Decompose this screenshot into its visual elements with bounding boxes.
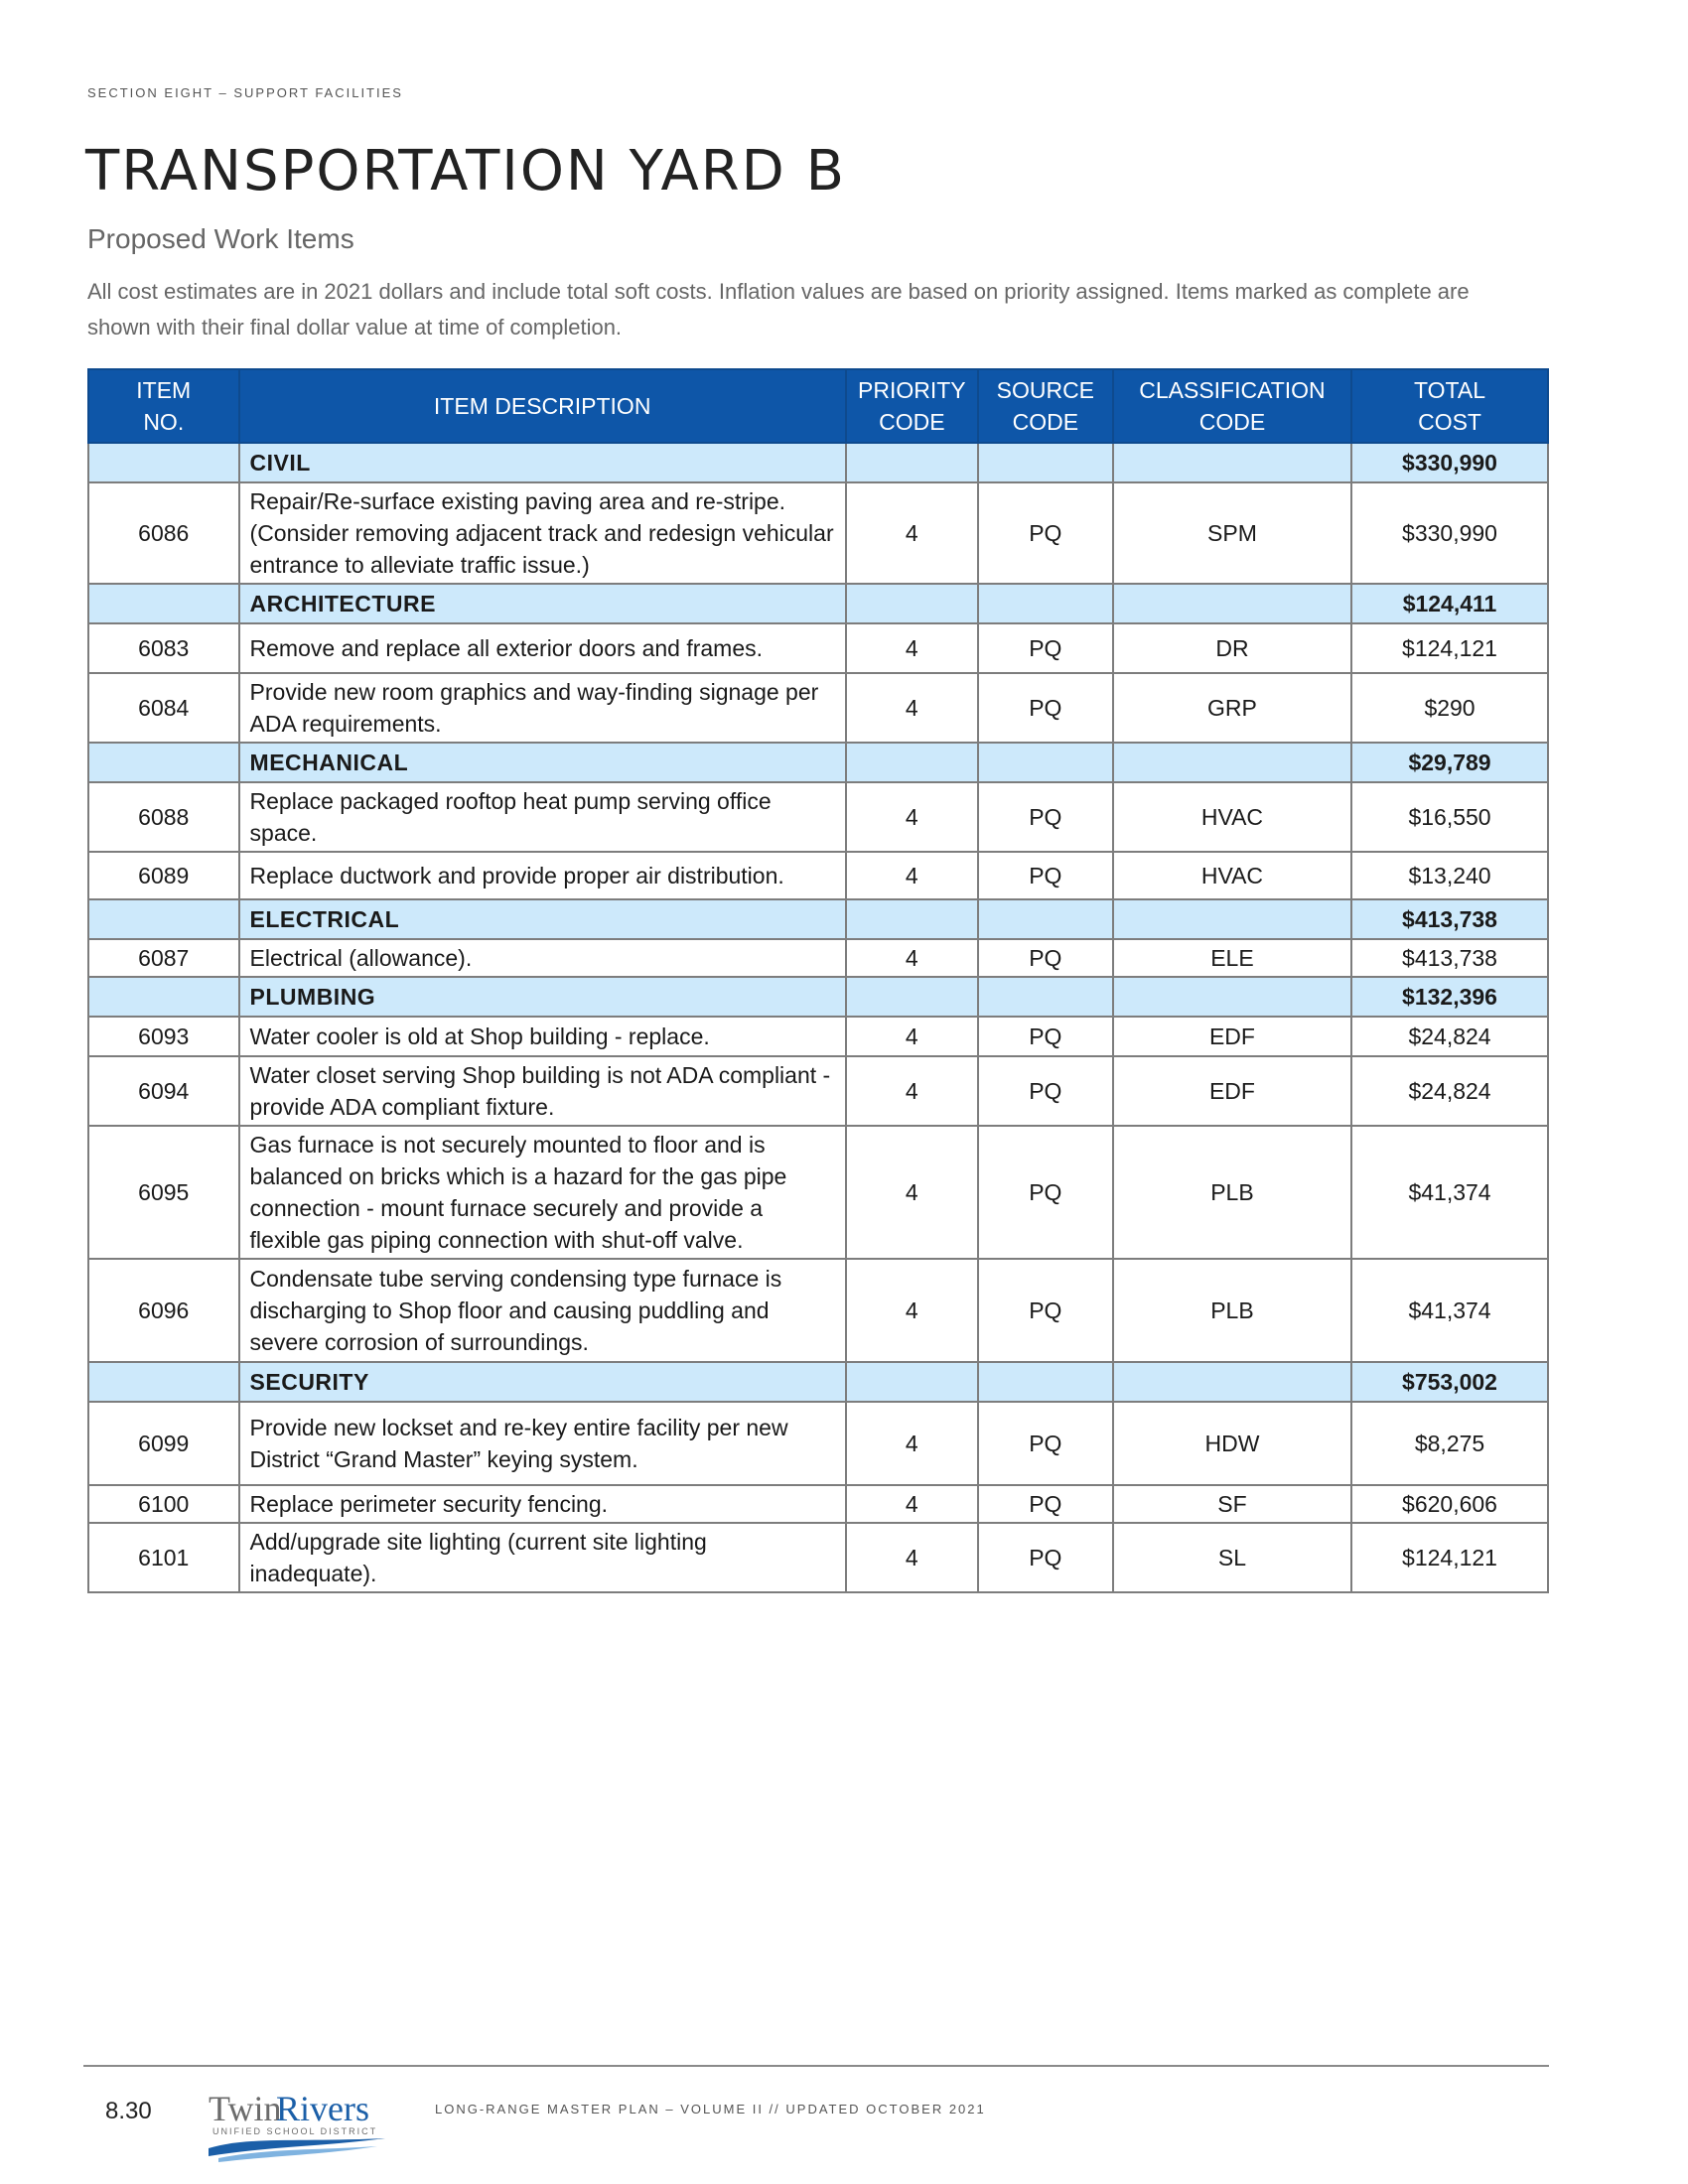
priority-code: 4 — [846, 1523, 978, 1592]
item-description: Provide new lockset and re-key entire facility per new District “Grand Master” keying system. — [239, 1402, 846, 1485]
priority-code: 4 — [846, 1017, 978, 1056]
item-number: 6099 — [88, 1402, 239, 1485]
total-cost: $24,824 — [1351, 1056, 1548, 1126]
item-description: Gas furnace is not securely mounted to floor and is balanced on bricks which is a hazard for the gas pipe connection - mount furnace securely and provide a flexible gas piping connection with shut-off valve. — [239, 1126, 846, 1259]
table-row — [88, 623, 1548, 673]
item-description: Add/upgrade site lighting (current site lighting inadequate). — [239, 1523, 846, 1592]
total-cost: $41,374 — [1351, 1126, 1548, 1259]
table-row — [88, 852, 1548, 899]
table-row — [88, 939, 1548, 977]
classification-code: SL — [1113, 1523, 1351, 1592]
priority-code: 4 — [846, 852, 978, 899]
header-priority-line1: PRIORITY — [858, 377, 966, 403]
item-description: Replace ductwork and provide proper air distribution. — [239, 852, 846, 899]
header-source-line2: CODE — [1012, 409, 1079, 435]
item-number: 6083 — [88, 623, 239, 673]
item-number: 6089 — [88, 852, 239, 899]
item-number: 6096 — [88, 1259, 239, 1362]
source-code: PQ — [978, 673, 1113, 743]
source-code: PQ — [978, 939, 1113, 977]
twin-rivers-logo — [209, 2085, 387, 2164]
header-item-description: ITEM DESCRIPTION — [239, 369, 846, 443]
table-row — [88, 1259, 1548, 1362]
header-source-code — [978, 369, 1113, 443]
table-header-row — [88, 369, 1548, 443]
classification-code: HVAC — [1113, 782, 1351, 852]
source-code: PQ — [978, 482, 1113, 584]
priority-code: 4 — [846, 1402, 978, 1485]
classification-code: SPM — [1113, 482, 1351, 584]
classification-code: GRP — [1113, 673, 1351, 743]
header-item-no-line2: NO. — [143, 409, 185, 435]
category-total: $753,002 — [1351, 1362, 1548, 1402]
header-priority-line2: CODE — [879, 409, 945, 435]
total-cost: $41,374 — [1351, 1259, 1548, 1362]
classification-code: HDW — [1113, 1402, 1351, 1485]
total-cost: $124,121 — [1351, 1523, 1548, 1592]
item-number: 6095 — [88, 1126, 239, 1259]
category-name: ELECTRICAL — [239, 899, 846, 939]
category-row-electrical — [88, 899, 1548, 939]
item-number: 6088 — [88, 782, 239, 852]
priority-code: 4 — [846, 1126, 978, 1259]
item-description: Electrical (allowance). — [239, 939, 846, 977]
classification-code: SF — [1113, 1485, 1351, 1523]
category-row-plumbing — [88, 977, 1548, 1017]
total-cost: $13,240 — [1351, 852, 1548, 899]
table-row — [88, 1402, 1548, 1485]
header-total-line1: TOTAL — [1414, 377, 1486, 403]
total-cost: $124,121 — [1351, 623, 1548, 673]
header-classification-line2: CODE — [1198, 409, 1266, 435]
table-row — [88, 1017, 1548, 1056]
category-total: $413,738 — [1351, 899, 1548, 939]
priority-code: 4 — [846, 782, 978, 852]
header-item-no — [88, 369, 239, 443]
category-name: PLUMBING — [239, 977, 846, 1017]
total-cost: $413,738 — [1351, 939, 1548, 977]
section-label: SECTION EIGHT – SUPPORT FACILITIES — [87, 85, 403, 100]
item-description: Remove and replace all exterior doors and frames. — [239, 623, 846, 673]
category-total: $124,411 — [1351, 584, 1548, 623]
priority-code: 4 — [846, 1485, 978, 1523]
total-cost: $16,550 — [1351, 782, 1548, 852]
source-code: PQ — [978, 782, 1113, 852]
header-priority-code — [846, 369, 978, 443]
classification-code: EDF — [1113, 1056, 1351, 1126]
item-description: Provide new room graphics and way-finding signage per ADA requirements. — [239, 673, 846, 743]
total-cost: $8,275 — [1351, 1402, 1548, 1485]
classification-code: ELE — [1113, 939, 1351, 977]
header-classification-line1: CLASSIFICATION — [1139, 377, 1326, 403]
work-items-table — [87, 368, 1549, 1593]
item-description: Condensate tube serving condensing type furnace is discharging to Shop floor and causing puddling and severe corrosion of surroundings. — [239, 1259, 846, 1362]
total-cost: $330,990 — [1351, 482, 1548, 584]
source-code: PQ — [978, 852, 1113, 899]
source-code: PQ — [978, 1259, 1113, 1362]
total-cost: $290 — [1351, 673, 1548, 743]
total-cost: $620,606 — [1351, 1485, 1548, 1523]
logo-text-twin: Twin — [209, 2089, 282, 2128]
category-total: $330,990 — [1351, 443, 1548, 482]
footer-text: LONG-RANGE MASTER PLAN – VOLUME II // UPDATED OCTOBER 2021 — [435, 2102, 986, 2116]
item-description: Repair/Re-surface existing paving area and re-stripe. (Consider removing adjacent track and redesign vehicular entrance to alleviate traffic issue.) — [239, 482, 846, 584]
table-row — [88, 1523, 1548, 1592]
page-number: 8.30 — [105, 2098, 152, 2124]
page-title: TRANSPORTATION YARD B — [85, 139, 847, 204]
priority-code: 4 — [846, 1056, 978, 1126]
classification-code: PLB — [1113, 1126, 1351, 1259]
intro-paragraph: All cost estimates are in 2021 dollars and include total soft costs. Inflation values are based on priority assigned. Items marked as complete are shown with their final dollar value at time of completion. — [87, 279, 1470, 340]
item-number: 6093 — [88, 1017, 239, 1056]
item-number: 6100 — [88, 1485, 239, 1523]
item-description: Water cooler is old at Shop building - replace. — [239, 1017, 846, 1056]
item-number: 6086 — [88, 482, 239, 584]
header-source-line1: SOURCE — [996, 377, 1095, 403]
table-row — [88, 1056, 1548, 1126]
category-row-security — [88, 1362, 1548, 1402]
item-number: 6101 — [88, 1523, 239, 1592]
item-number: 6094 — [88, 1056, 239, 1126]
priority-code: 4 — [846, 482, 978, 584]
header-total-line2: COST — [1418, 409, 1481, 435]
table-row — [88, 482, 1548, 584]
source-code: PQ — [978, 1017, 1113, 1056]
category-total: $29,789 — [1351, 743, 1548, 782]
table-row — [88, 782, 1548, 852]
priority-code: 4 — [846, 623, 978, 673]
source-code: PQ — [978, 1126, 1113, 1259]
category-name: CIVIL — [239, 443, 846, 482]
category-row-mechanical — [88, 743, 1548, 782]
classification-code: EDF — [1113, 1017, 1351, 1056]
page-subtitle: Proposed Work Items — [87, 223, 354, 254]
category-row-civil — [88, 443, 1548, 482]
table-row — [88, 673, 1548, 743]
table-row — [88, 1126, 1548, 1259]
category-name: MECHANICAL — [239, 743, 846, 782]
source-code: PQ — [978, 1402, 1113, 1485]
classification-code: PLB — [1113, 1259, 1351, 1362]
item-description: Water closet serving Shop building is not ADA compliant - provide ADA compliant fixture. — [239, 1056, 846, 1126]
logo-subtext: UNIFIED SCHOOL DISTRICT — [212, 2126, 378, 2136]
category-total: $132,396 — [1351, 977, 1548, 1017]
item-number: 6084 — [88, 673, 239, 743]
priority-code: 4 — [846, 673, 978, 743]
table-row — [88, 1485, 1548, 1523]
source-code: PQ — [978, 623, 1113, 673]
category-row-architecture — [88, 584, 1548, 623]
category-name: ARCHITECTURE — [239, 584, 846, 623]
total-cost: $24,824 — [1351, 1017, 1548, 1056]
priority-code: 4 — [846, 1259, 978, 1362]
header-total-cost — [1351, 369, 1548, 443]
source-code: PQ — [978, 1523, 1113, 1592]
item-description: Replace packaged rooftop heat pump serving office space. — [239, 782, 846, 852]
header-classification-code — [1113, 369, 1351, 443]
category-name: SECURITY — [239, 1362, 846, 1402]
source-code: PQ — [978, 1056, 1113, 1126]
source-code: PQ — [978, 1485, 1113, 1523]
classification-code: HVAC — [1113, 852, 1351, 899]
priority-code: 4 — [846, 939, 978, 977]
footer-divider — [83, 2065, 1549, 2067]
classification-code: DR — [1113, 623, 1351, 673]
item-number: 6087 — [88, 939, 239, 977]
item-description: Replace perimeter security fencing. — [239, 1485, 846, 1523]
logo-text-rivers: Rivers — [276, 2089, 369, 2128]
header-item-no-line1: ITEM — [136, 377, 192, 403]
